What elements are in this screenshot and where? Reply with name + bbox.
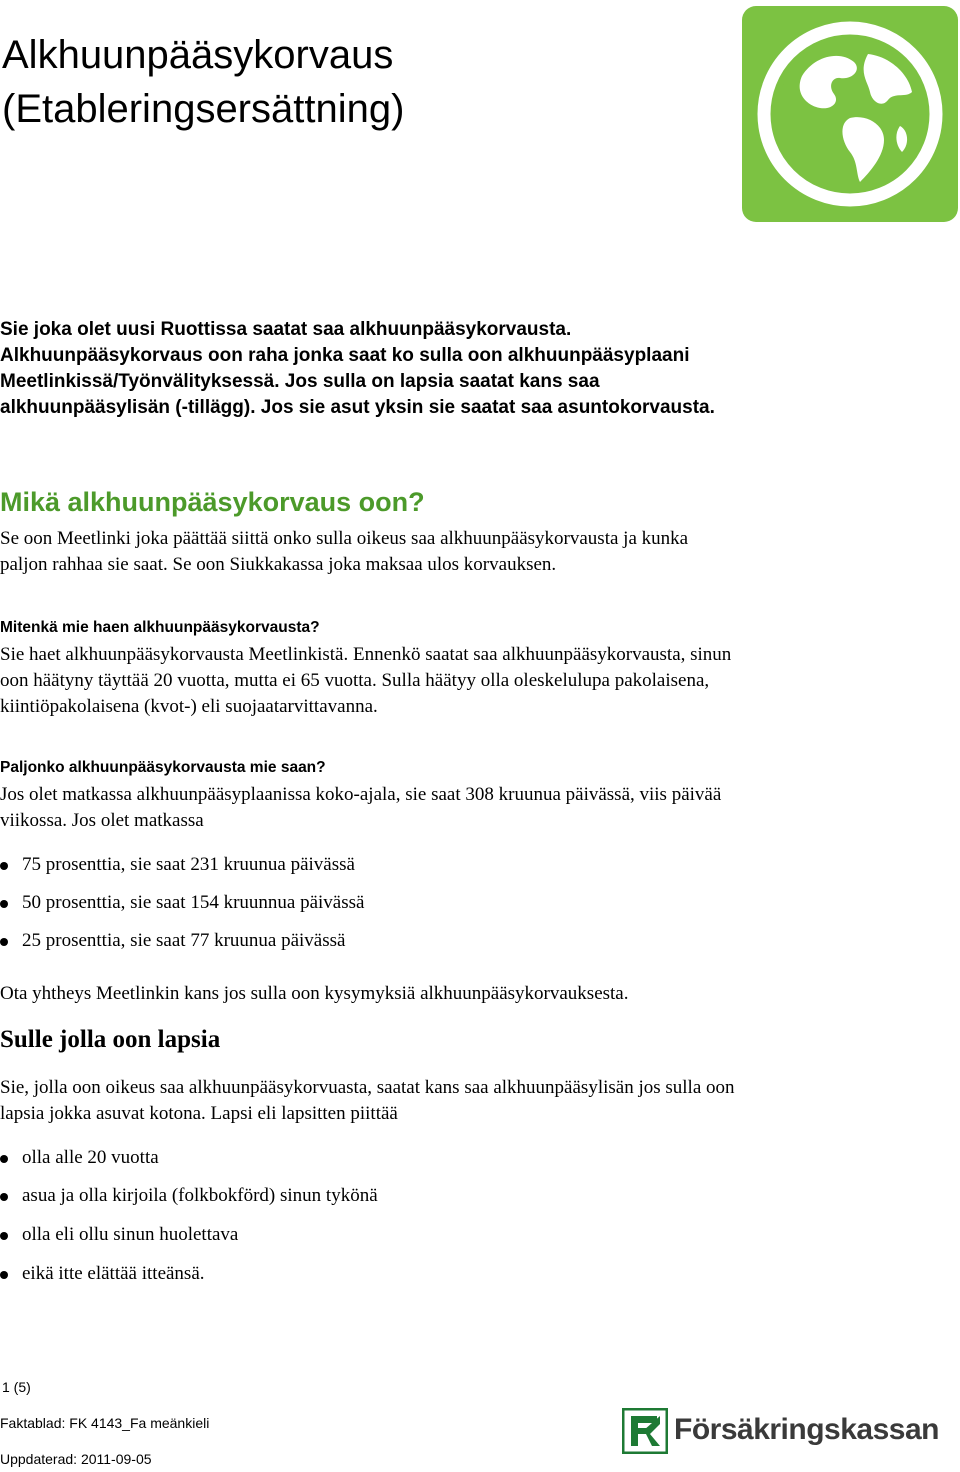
page-number: 1 (5) bbox=[2, 1379, 31, 1395]
section-body-children: Sie, jolla oon oikeus saa alkhuunpääsykorvuasta, saatat kans saa alkhuunpääsylisän jos sulla oon lapsia jokka asuvat kotona. Lapsi eli lapsitten piittää bbox=[0, 1077, 735, 1124]
section-heading-what: Mikä alkhuunpääsykorvaus oon? bbox=[0, 487, 425, 517]
brand-name: Försäkringskassan bbox=[674, 1413, 939, 1446]
brand-logo bbox=[622, 1404, 956, 1456]
intro-paragraph: Sie joka olet uusi Ruottissa saatat saa alkhuunpääsykorvausta. Alkhuunpääsykorvaus oon raha jonka saat ko sulla oon alkhuunpääsyplaani Meetlinkissä/Työnvälityksessä. Jos sulla on lapsia saatat kans saa alkhuunpääsylisän (-tillägg). Jos sie asut yksin sie saatat saa asuntokorvausta. bbox=[0, 319, 715, 418]
children-list bbox=[0, 1145, 740, 1287]
page-title bbox=[2, 28, 404, 136]
updated-date: Uppdaterad: 2011-09-05 bbox=[0, 1451, 152, 1467]
section-heading-how: Mitenkä mie haen alkhuunpääsykorvausta? bbox=[0, 619, 320, 636]
globe-icon bbox=[742, 6, 958, 222]
section-body-what: Se oon Meetlinki joka päättää siittä onko sulla oikeus saa alkhuunpääsykorvausta ja kunka paljon rahhaa sie saat. Se oon Siukkakassa joka maksaa ulos korvauksen. bbox=[0, 528, 689, 575]
forsakringskassan-logo-icon bbox=[622, 1408, 668, 1454]
amount-list bbox=[0, 852, 740, 954]
factsheet-id: Faktablad: FK 4143_Fa meänkieli bbox=[0, 1415, 210, 1431]
list-item: 75 prosenttia, sie saat 231 kruunua päivässä bbox=[0, 852, 740, 878]
list-item: 25 prosenttia, sie saat 77 kruunua päivässä bbox=[0, 928, 740, 954]
page-title-line1: Alkhuunpääsykorvaus bbox=[2, 33, 394, 77]
list-item: olla eli ollu sinun huolettava bbox=[0, 1222, 740, 1248]
section-heading-amount: Paljonko alkhuunpääsykorvausta mie saan? bbox=[0, 759, 326, 776]
list-item: eikä itte elättää itteänsä. bbox=[0, 1261, 740, 1287]
section-heading-children: Sulle jolla oon lapsia bbox=[0, 1026, 221, 1053]
contact-paragraph: Ota yhtheys Meetlinkin kans jos sulla oon kysymyksiä alkhuunpääsykorvauksesta. bbox=[0, 983, 629, 1004]
page-title-line2: (Etableringsersättning) bbox=[2, 87, 405, 131]
list-item: olla alle 20 vuotta bbox=[0, 1145, 740, 1171]
section-body-how: Sie haet alkhuunpääsykorvausta Meetlinkistä. Ennenkö saatat saa alkhuunpääsykorvausta, sinun oon häätyny täyttää 20 vuotta, mutta ei 65 vuotta. Sulla häätyy olla oleskelulupa pakolaisena, kiintiöpakolaisena (kvot-) eli suojaatarvittavanna. bbox=[0, 644, 732, 717]
list-item: asua ja olla kirjoila (folkbokförd) sinun tykönä bbox=[0, 1183, 740, 1209]
section-body-amount: Jos olet matkassa alkhuunpääsyplaanissa koko-ajala, sie saat 308 kruunua päivässä, viis päivää viikossa. Jos olet matkassa bbox=[0, 784, 722, 831]
list-item: 50 prosenttia, sie saat 154 kruunnua päivässä bbox=[0, 890, 740, 916]
